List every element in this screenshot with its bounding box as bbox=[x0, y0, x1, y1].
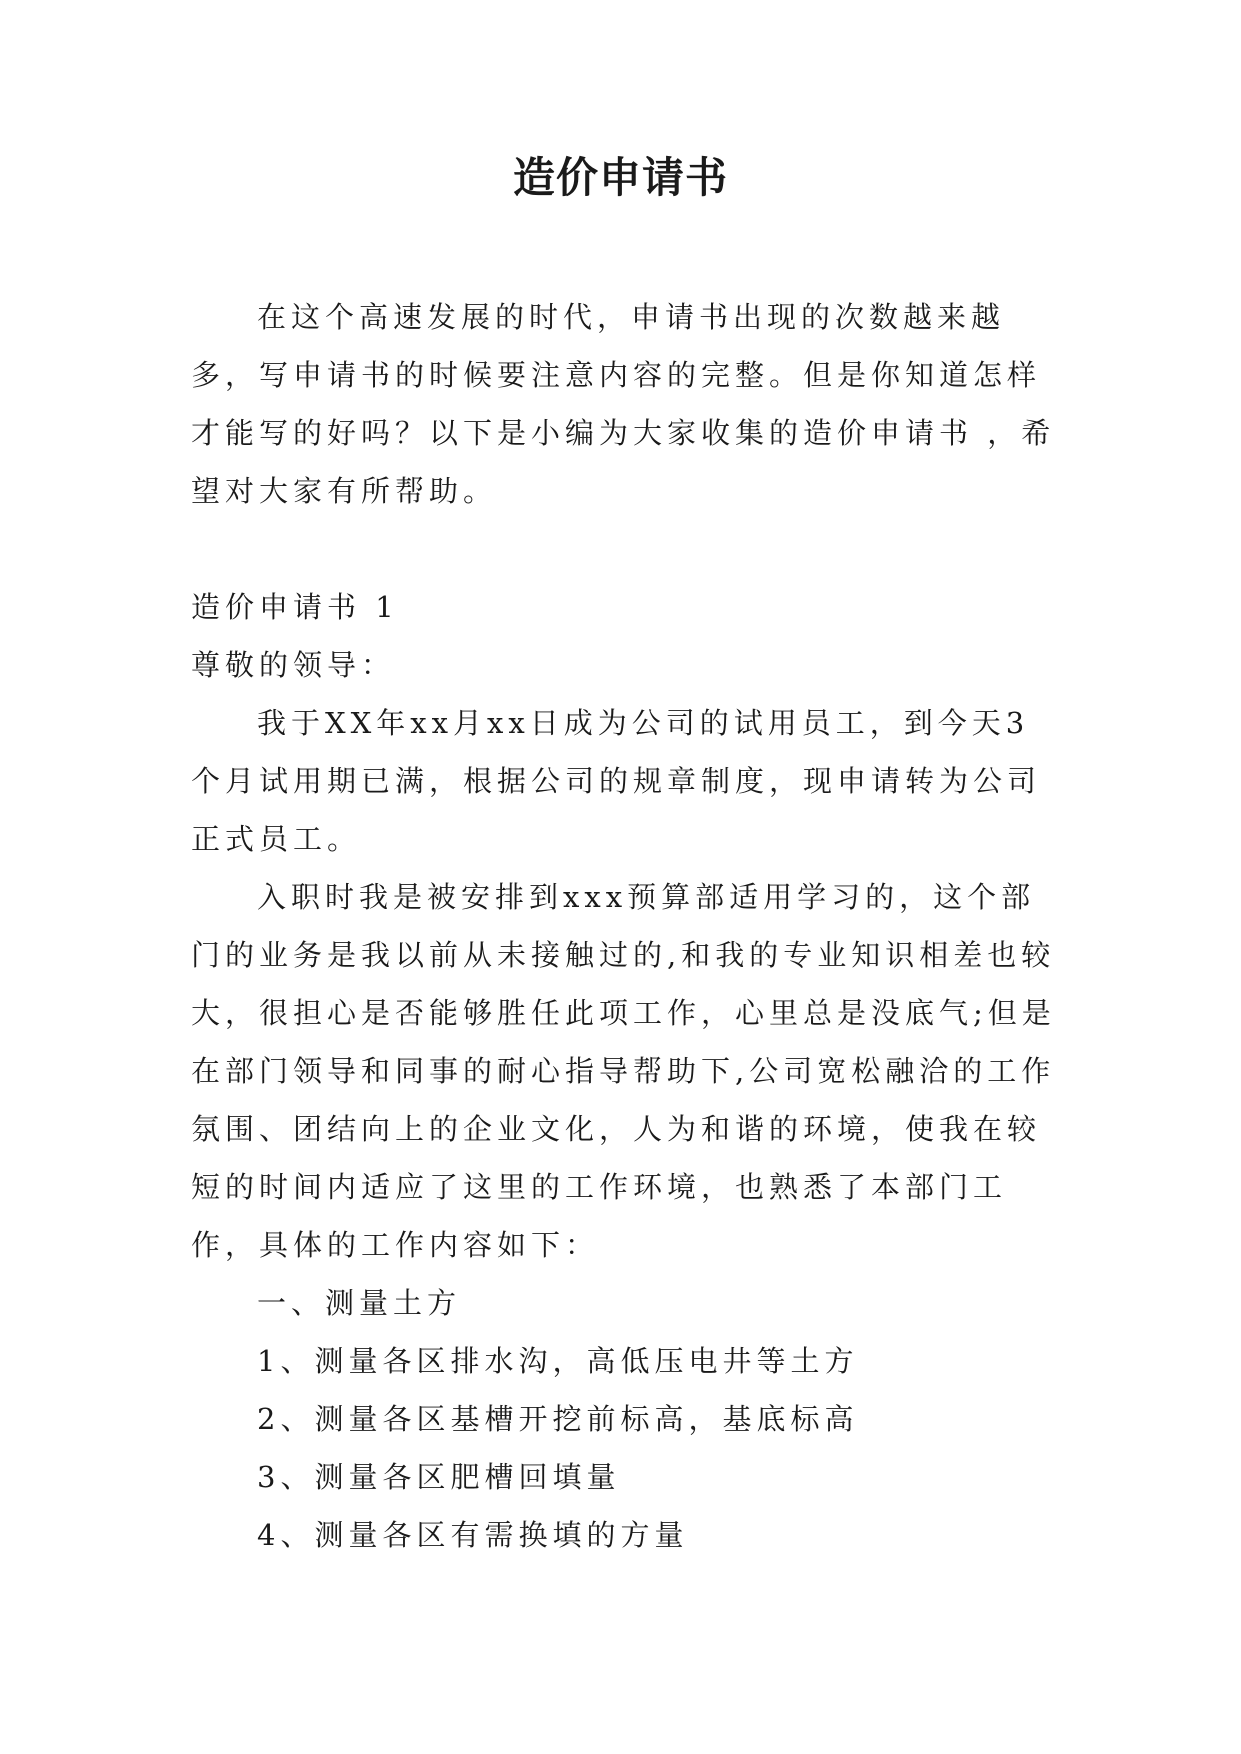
section-heading: 造价申请书 1 bbox=[191, 590, 399, 624]
salutation: 尊敬的领导： bbox=[191, 648, 396, 682]
list-item: 3、测量各区肥槽回填量 bbox=[257, 1460, 621, 1494]
document-title: 造价申请书 bbox=[512, 153, 728, 202]
document-body bbox=[191, 288, 1061, 1564]
probation-paragraph: 我于XX年xx月xx日成为公司的试用员工，到今天3个月试用期已满，根据公司的规章制度，现申请转为公司正式员工。 bbox=[191, 706, 1042, 856]
list-item: 1、测量各区排水沟，高低压电井等土方 bbox=[257, 1344, 859, 1378]
list-item: 4、测量各区有需换填的方量 bbox=[257, 1518, 689, 1552]
list-item: 2、测量各区基槽开挖前标高，基底标高 bbox=[257, 1402, 859, 1436]
list-heading: 一、测量土方 bbox=[257, 1286, 462, 1320]
work-description-paragraph: 入职时我是被安排到xxx预算部适用学习的，这个部门的业务是我以前从未接触过的,和我的专业知识相差也较大，很担心是否能够胜任此项工作，心里总是没底气;但是在部门领导和同事的耐心指导帮助下,公司宽松融洽的工作氛围、团结向上的企业文化，人为和谐的环境，使我在较短的时间内适应了这里的工作环境，也熟悉了本部门工作，具体的工作内容如下： bbox=[191, 880, 1056, 1262]
paragraph-spacer bbox=[191, 520, 1061, 578]
intro-paragraph: 在这个高速发展的时代，申请书出现的次数越来越多，写申请书的时候要注意内容的完整。但是你知道怎样才能写的好吗？以下是小编为大家收集的造价申请书 ，希望对大家有所帮助。 bbox=[191, 300, 1056, 508]
